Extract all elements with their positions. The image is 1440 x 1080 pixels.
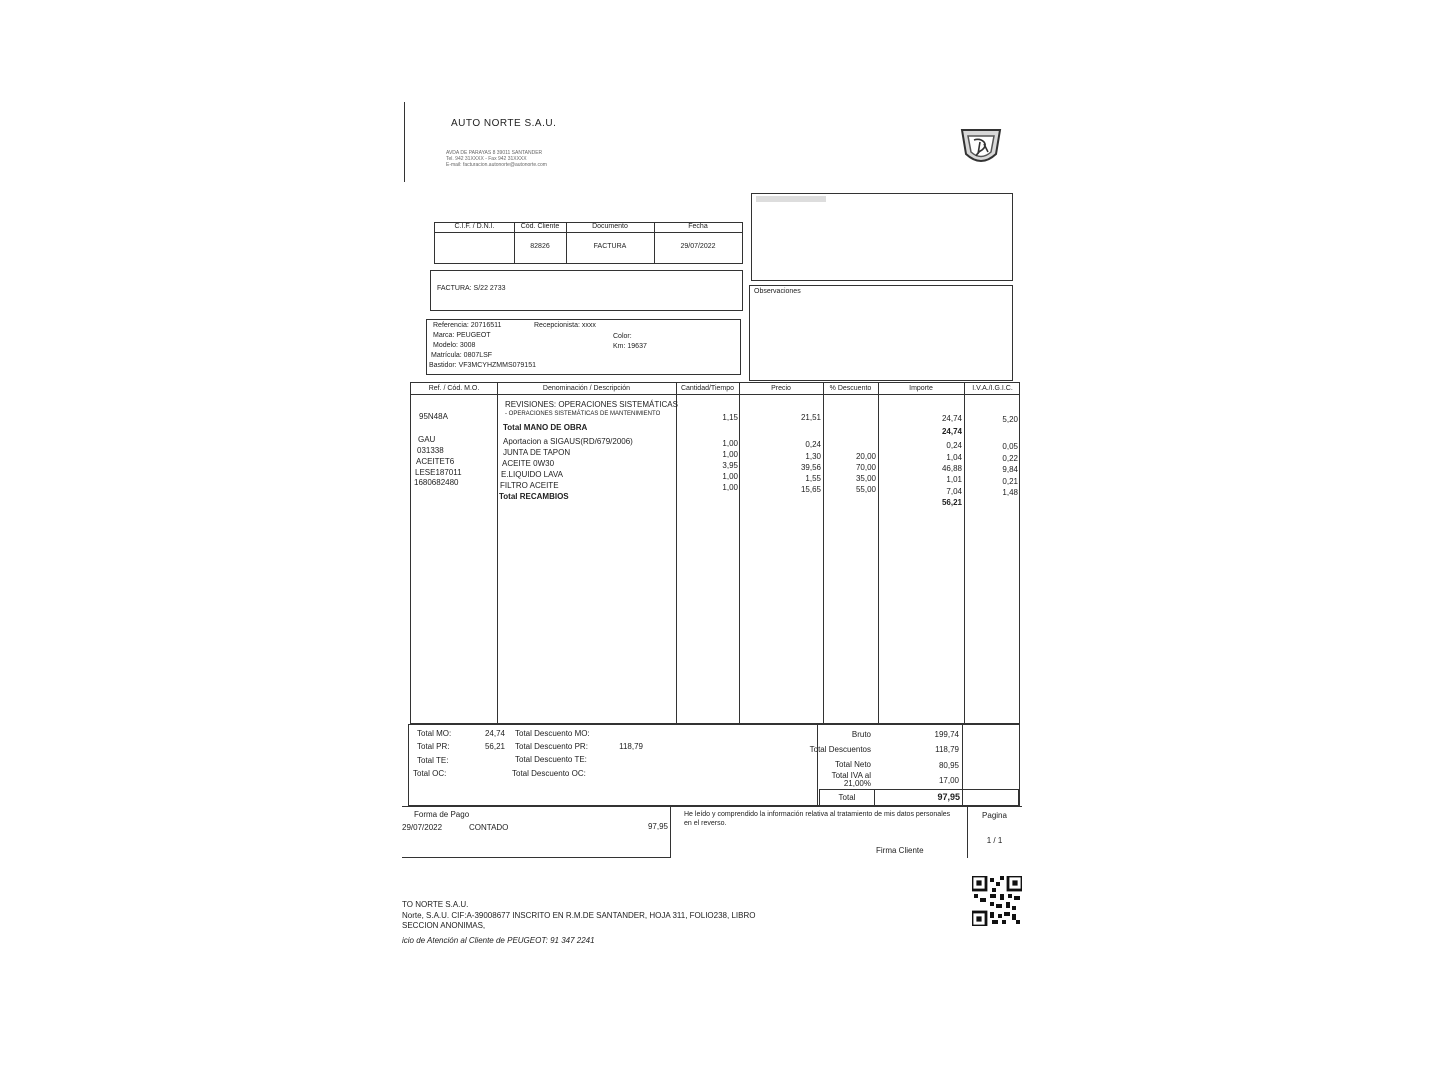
vat-label: Total IVA al	[831, 771, 871, 780]
total-mo-value: 24,74	[484, 729, 505, 738]
invoice-lines-table	[410, 382, 1020, 724]
total-pr-value: 56,21	[484, 742, 505, 751]
table-row-desc: Aportacion a SIGAUS(RD/679/2006)	[503, 437, 633, 446]
table-row-vat: 0,05	[1002, 442, 1018, 451]
net-total-value: 80,95	[938, 761, 959, 770]
table-row-price: 21,51	[800, 413, 821, 422]
table-row-amount: 24,74	[941, 427, 962, 436]
table-row-vat: 1,48	[1002, 488, 1018, 497]
header-cif-label: C.I.F. / D.N.I.	[454, 223, 495, 230]
table-row-desc: FILTRO ACEITE	[500, 481, 559, 490]
table-row-amount: 1,01	[946, 475, 962, 484]
company-phone: Tel. 942 31XXXX - Fax 942 31XXXX	[446, 156, 527, 162]
header-table	[434, 222, 743, 264]
header-date-value: 29/07/2022	[680, 243, 716, 250]
vat-rate: 21,00%	[843, 779, 871, 788]
invoice-ref-box	[430, 270, 743, 311]
table-row-price: 39,56	[800, 463, 821, 472]
table-row-amount: 56,21	[941, 498, 962, 507]
table-row-amount: 0,24	[946, 441, 962, 450]
table-row-amount: 24,74	[941, 414, 962, 423]
payment-date: 29/07/2022	[402, 823, 443, 832]
table-row-ref: 031338	[417, 446, 444, 455]
total-mo-label: Total MO:	[417, 729, 452, 738]
table-row-price: 0,24	[805, 440, 821, 449]
table-row-price: 15,65	[800, 485, 821, 494]
vehicle-color: Color:	[613, 333, 632, 340]
col-header-price: Precio	[771, 385, 791, 392]
table-row-discount: 55,00	[855, 485, 876, 494]
total-pr-label: Total PR:	[417, 742, 450, 751]
table-row-desc: ACEITE 0W30	[502, 459, 555, 468]
vehicle-km: Km: 19637	[613, 343, 647, 350]
company-email: E-mail: facturacion.autonorte@autonorte.com	[446, 162, 547, 168]
discount-te-label: Total Descuento TE:	[515, 755, 587, 764]
company-name: AUTO NORTE S.A.U.	[451, 118, 557, 129]
header-document-value: FACTURA	[593, 243, 627, 250]
discount-oc-label: Total Descuento OC:	[512, 769, 586, 778]
vehicle-vin: Bastidor: VF3MCYHZMMS079151	[429, 362, 536, 369]
table-row-vat: 0,22	[1002, 454, 1018, 463]
grand-total-value: 97,95	[937, 792, 960, 802]
client-signature-label: Firma Cliente	[876, 846, 924, 855]
table-row-discount: 20,00	[855, 452, 876, 461]
gross-label: Bruto	[851, 730, 871, 739]
col-header-ref: Ref. / Cód. M.O.	[428, 385, 480, 392]
vehicle-receptionist: Recepcionista: xxxx	[534, 322, 596, 329]
vat-value: 17,00	[938, 776, 959, 785]
vehicle-box	[426, 319, 741, 375]
observations-box	[749, 285, 1013, 381]
table-row-ref: 95N48A	[419, 412, 448, 421]
col-header-amount: Importe	[909, 385, 933, 392]
table-row-desc: - OPERACIONES SISTEMÁTICAS DE MANTENIMIENTO	[505, 411, 661, 417]
vehicle-plate: Matrícula: 0807LSF	[431, 352, 493, 359]
footer-section: SECCION ANONIMAS,	[402, 921, 486, 930]
privacy-notice: He leído y comprendido la información relativa al tratamiento de mis datos personales en el reverso.	[684, 811, 951, 827]
header-document-label: Documento	[592, 223, 628, 230]
table-row-discount: 35,00	[855, 474, 876, 483]
payment-method-label: Forma de Pago	[414, 810, 470, 819]
payment-method: CONTADO	[469, 823, 509, 832]
table-row-discount: 70,00	[855, 463, 876, 472]
peugeot-lion-logo-icon	[958, 126, 1004, 170]
col-header-description: Denominación / Descripción	[542, 385, 631, 392]
vehicle-model: Modelo: 3008	[433, 342, 476, 349]
table-row-vat: 0,21	[1002, 477, 1018, 486]
header-date-label: Fecha	[688, 223, 708, 230]
table-row-desc: JUNTA DE TAPON	[503, 448, 571, 457]
page-label: Pagina	[982, 811, 1007, 820]
table-row-ref: LESE187011	[415, 468, 462, 477]
table-row-desc: Total MANO DE OBRA	[503, 423, 588, 432]
footer-company: TO NORTE S.A.U.	[402, 900, 469, 909]
totals-section	[408, 724, 1020, 806]
table-row-qty: 1,00	[722, 439, 738, 448]
table-row-ref: ACEITET6	[416, 457, 455, 466]
table-row-vat: 9,84	[1002, 465, 1018, 474]
table-row-qty: 1,00	[722, 483, 738, 492]
payment-section	[402, 806, 1022, 858]
discount-pr-label: Total Descuento PR:	[515, 742, 588, 751]
table-row-desc: E.LIQUIDO LAVA	[501, 470, 563, 479]
header-client-code-value: 82826	[530, 243, 550, 250]
table-row-ref: 1680682480	[414, 478, 459, 487]
table-row-price: 1,55	[805, 474, 821, 483]
col-header-discount: % Descuento	[829, 385, 872, 392]
table-row-amount: 7,04	[946, 487, 962, 496]
total-oc-label: Total OC:	[413, 769, 447, 778]
redacted-client-name	[756, 196, 826, 202]
payment-amount: 97,95	[647, 822, 668, 831]
vehicle-reference: Referencia: 20716511	[433, 322, 502, 329]
table-row-amount: 46,88	[941, 464, 962, 473]
col-header-vat: I.V.A./I.G.I.C.	[972, 385, 1013, 392]
table-row-qty: 1,15	[722, 413, 738, 422]
table-row-qty: 1,00	[722, 472, 738, 481]
table-row-ref: GAU	[418, 435, 436, 444]
page-number: 1 / 1	[986, 836, 1003, 845]
vehicle-make: Marca: PEUGEOT	[433, 332, 491, 339]
grand-total-box	[819, 789, 1019, 807]
table-row-qty: 1,00	[722, 450, 738, 459]
observations-label: Observaciones	[754, 288, 801, 295]
footer-customer-service: icio de Atención al Cliente de PEUGEOT: 91 347 2241	[402, 936, 595, 945]
table-row-amount: 1,04	[946, 453, 962, 462]
qr-code-icon	[972, 876, 1022, 926]
client-address-box	[751, 193, 1013, 281]
invoice-page	[400, 92, 1040, 962]
gross-value: 199,74	[934, 730, 959, 739]
discount-mo-label: Total Descuento MO:	[515, 729, 590, 738]
table-row-desc: Total RECAMBIOS	[499, 492, 569, 501]
col-header-quantity: Cantidad/Tiempo	[680, 385, 735, 392]
company-address: AVDA DE PARAYAS 8 39011 SANTANDER	[446, 150, 543, 156]
total-te-label: Total TE:	[417, 756, 449, 765]
invoice-number: FACTURA: S/22 2733	[437, 285, 506, 292]
table-row-price: 1,30	[805, 452, 821, 461]
total-discounts-value: 118,79	[935, 745, 959, 754]
net-total-label: Total Neto	[834, 760, 871, 769]
footer-registry: Norte, S.A.U. CIF:A-39008677 INSCRITO EN R.M.DE SANTANDER, HOJA 311, FOLIO238, LIBRO	[402, 911, 756, 920]
table-row-qty: 3,95	[722, 461, 738, 470]
table-row-vat: 5,20	[1002, 415, 1018, 424]
discount-pr-value: 118,79	[619, 742, 643, 751]
grand-total-label: Total	[838, 793, 856, 802]
total-discounts-label: Total Descuentos	[809, 745, 871, 754]
table-row-desc: REVISIONES: OPERACIONES SISTEMÁTICAS	[505, 400, 678, 409]
page-edge-mark	[404, 102, 405, 182]
header-client-code-label: Cód. Cliente	[520, 223, 560, 230]
